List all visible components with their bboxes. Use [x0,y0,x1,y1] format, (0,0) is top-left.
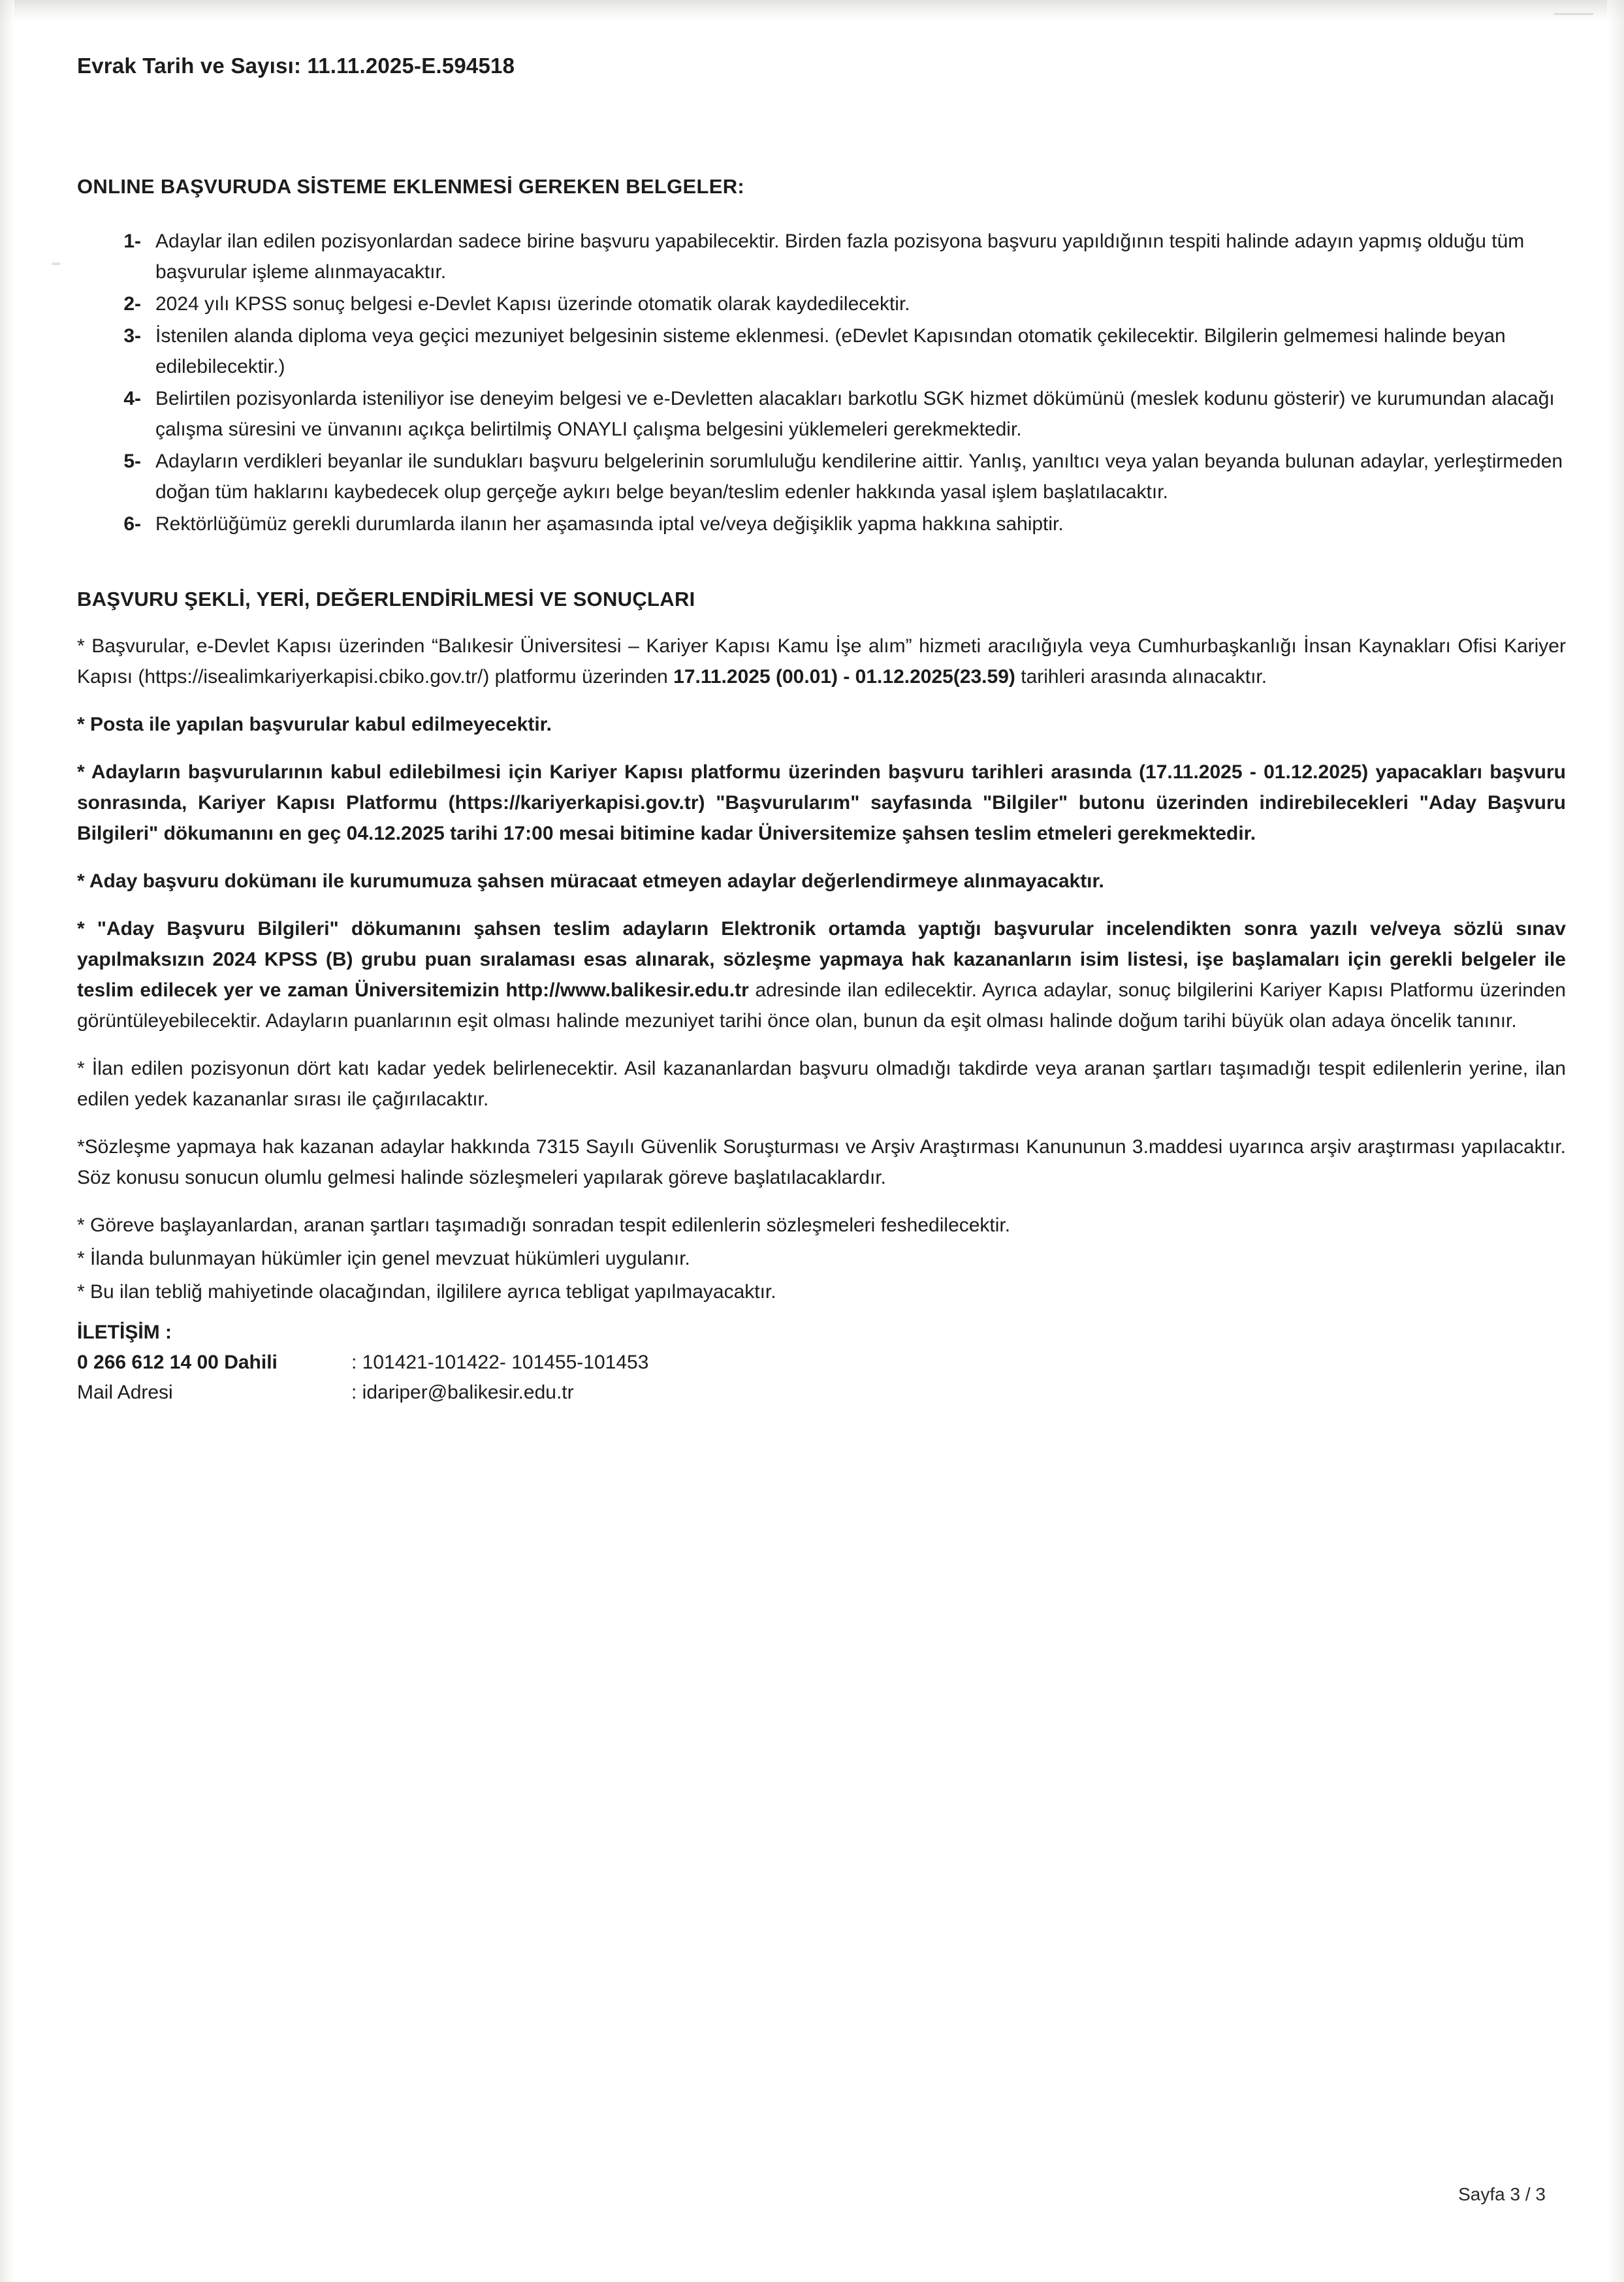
list-item-text: Rektörlüğümüz gerekli durumlarda ilanın her aşamasında iptal ve/veya değişiklik yapma hakkına sahiptir. [155,513,1064,535]
document-reference-header: Evrak Tarih ve Sayısı: 11.11.2025-E.594518 [77,54,515,78]
list-item [77,321,1566,382]
section-heading-application-method: BAŞVURU ŞEKLİ, YERİ, DEĞERLENDİRİLMESİ VE SONUÇLARI [77,588,695,610]
list-item [77,446,1566,507]
list-item-number: 2- [123,293,141,315]
list-item-number: 1- [123,230,141,252]
paragraph-evaluation-and-results [77,913,1566,1036]
list-item-number: 6- [123,513,141,535]
list-item-text: Belirtilen pozisyonlarda isteniliyor ise deneyim belgesi ve e-Devletten alacakları barkotlu SGK hizmet dökümünü (meslek kodunu gösterir) ve kurumundan alacağı çalışma süresini ve ünvanını açıkça belirtilmiş ONAYLI çalışma belgesini yüklemeleri gerekmektedir. [155,388,1555,440]
paragraph-text-tail: tarihleri arasında alınacaktır. [1015,666,1267,688]
scan-artifact-right [1607,0,1624,2282]
paragraph-text: * "Aday Başvuru Bilgileri" dökumanını şahsen teslim adayların Elektronik ortamda yaptığı başvurular incelendikten sonra yazılı ve/veya sözlü sınav yapılmaksızın 2024 KPSS (B) grubu puan sıralaması esas alınarak, sözleşme yapmaya hak kazananların isim listesi, işe başlamaları için gerekli belgeler ile teslim edilecek yer ve zaman Üniversitemizin [77,918,1566,1001]
list-item-number: 3- [123,325,141,347]
paragraph-notification-notice: * Bu ilan tebliğ mahiyetinde olacağından, ilgililere ayrıca tebligat yapılmayacaktır. [77,1281,776,1303]
contact-phone-row [77,1348,1566,1378]
document-body [77,175,1566,1408]
list-item [77,289,1566,319]
paragraph-no-postal-applications: * Posta ile yapılan başvurular kabul edilmeyecektir. [77,714,552,735]
section-heading-required-documents: ONLINE BAŞVURUDA SİSTEME EKLENMESİ GEREKEN BELGELER: [77,175,745,198]
list-item-text: 2024 yılı KPSS sonuç belgesi e-Devlet Kapısı üzerinde otomatik olarak kaydedilecektir. [155,293,910,315]
scan-speck [1554,13,1593,15]
paragraph-text-tail: adresinde ilan edilecektir. Ayrıca adaylar, sonuç bilgilerini Kariyer Kapısı Platformu üzerinden görüntüleyebilecektir. Adayların puanlarının eşit olması halinde mezuniyet tarihi önce olan, bunun da eşit olması halinde doğum tarihi büyük olan adaya öncelik tanınır. [77,979,1566,1032]
contact-phone-value: : 101421-101422- 101455-101453 [351,1352,649,1373]
list-item-number: 5- [123,451,141,472]
application-date-range: 17.11.2025 (00.01) - 01.12.2025(23.59) [673,666,1015,688]
list-item [77,226,1566,287]
university-website-url: http://www.balikesir.edu.tr [505,979,749,1001]
paragraph-submission-requirement: * Adayların başvurularının kabul edilebilmesi için Kariyer Kapısı platformu üzerinden başvuru tarihleri arasında (17.11.2025 - 01.12.2025) yapacakları başvuru sonrasında, Kariyer Kapısı Platformu (https://kariyerkapisi.gov.tr) "Başvurularım" sayfasında "Bilgiler" butonu üzerinden indirebilecekleri "Aday Başvuru Bilgileri" dökumanını en geç 04.12.2025 tarihi 17:00 mesai bitimine kadar Üniversitemize şahsen teslim etmeleri gerekmektedir. [77,761,1566,844]
list-item-text: Adaylar ilan edilen pozisyonlardan sadece birine başvuru yapabilecektir. Birden fazla pozisyona başvuru yapıldığının tespiti halinde adayın yapmış olduğu tüm başvurular işleme alınmayacaktır. [155,230,1525,283]
list-item-text: İstenilen alanda diploma veya geçici mezuniyet belgesinin sisteme eklenmesi. (eDevlet Kapısından otomatik çekilecektir. Bilgilerin gelmemesi halinde beyan edilebilecektir.) [155,325,1506,377]
scan-artifact-top [0,0,1624,22]
contact-mail-label: Mail Adresi [77,1382,173,1403]
paragraph-reserve-candidates: * İlan edilen pozisyonun dört katı kadar yedek belirlenecektir. Asil kazananlardan başvuru olmadığı takdirde veya aranan şartları taşımadığı tespit edilenlerin yerine, ilan edilen yedek kazananlar sırası ile çağırılacaktır. [77,1058,1566,1110]
paragraph-text: * Başvurular, e-Devlet Kapısı üzerinden “Balıkesir Üniversitesi – Kariyer Kapısı Kamu İşe alım” hizmeti aracılığıyla veya Cumhurbaşkanlığı İnsan Kaynakları Ofisi Kariyer Kapısı (https://isealimkariyerkapisi.cbiko.gov.tr/) platformu üzerinden [77,635,1566,688]
list-item [77,509,1566,539]
list-item-text: Adayların verdikleri beyanlar ile sundukları başvuru belgelerinin sorumluluğu kendilerine aittir. Yanlış, yanıltıcı veya yalan beyanda bulunan adaylar, yerleştirmeden doğan tüm haklarını kaybedecek olup gerçeğe aykırı belge beyan/teslim edenler hakkında yasal işlem başlatılacaktır. [155,451,1563,503]
required-documents-list [77,226,1566,539]
scan-speck [52,262,60,265]
contact-mail-value: : idariper@balikesir.edu.tr [351,1382,574,1403]
page-number-footer: Sayfa 3 / 3 [1458,2184,1546,2204]
contact-mail-row [77,1378,1566,1408]
paragraph-application-channel [77,631,1566,692]
paragraph-general-legislation: * İlanda bulunmayan hükümler için genel mevzuat hükümleri uygulanır. [77,1248,690,1269]
list-item-number: 4- [123,388,141,409]
list-item [77,383,1566,445]
contact-heading: İLETİŞİM : [77,1322,172,1343]
contact-phone-label: 0 266 612 14 00 Dahili [77,1352,278,1373]
paragraph-contract-termination: * Göreve başlayanlardan, aranan şartları taşımadığı sonradan tespit edilenlerin sözleşmeleri feshedilecektir. [77,1214,1011,1236]
scan-artifact-left [0,0,14,2282]
paragraph-in-person-required: * Aday başvuru dokümanı ile kurumumuza şahsen müracaat etmeyen adaylar değerlendirmeye alınmayacaktır. [77,870,1104,892]
paragraph-security-investigation: *Sözleşme yapmaya hak kazanan adaylar hakkında 7315 Sayılı Güvenlik Soruşturması ve Arşiv Araştırması Kanununun 3.maddesi uyarınca arşiv araştırması yapılacaktır. Söz konusu sonucun olumlu gelmesi halinde sözleşmeleri yapılarak göreve başlatılacaklardır. [77,1136,1566,1188]
